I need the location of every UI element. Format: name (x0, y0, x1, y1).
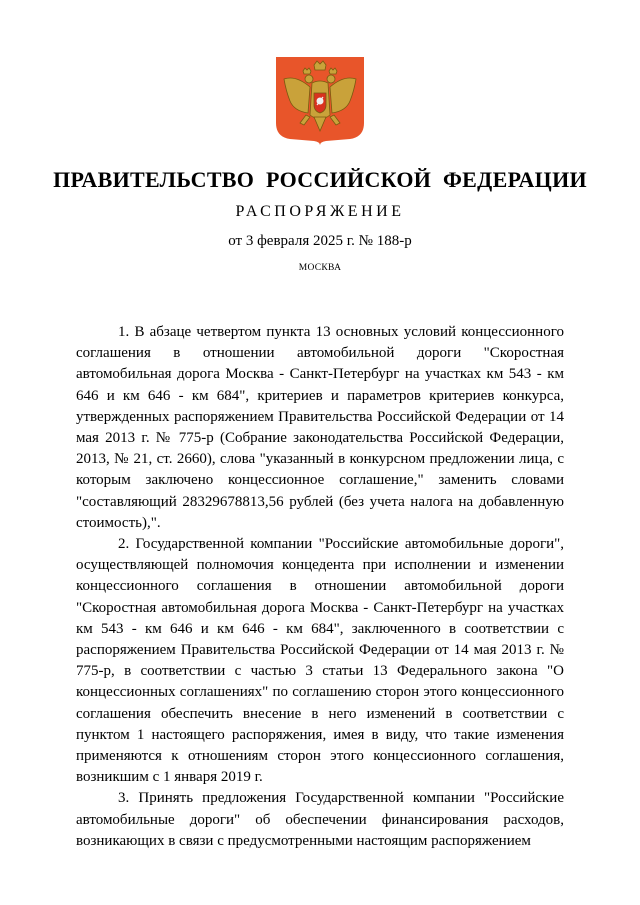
paragraph-2: 2. Государственной компании "Российские автомобильные дороги", осуществляющей полномочия концедента при исполнении и изменении концессионного соглашения в отношении автомобильной дороги "Скоростная автомобильная дорога Москва - Санкт-Петербург на участках км 543 - км 646 и км 646 - км 684", заключенного в соответствии с распоряжением Правительства Российской Федерации от 14 мая 2013 г. № 775-р, в соответствии с частью 3 статьи 13 Федерального закона "О концессионных соглашениях" по соглашению сторон этого концессионного соглашения обеспечить внесение в него изменений в соответствии с пунктом 1 настоящего распоряжения, имея в виду, что такие изменения применяются к отношениям сторон этого концессионного соглашения, возникшим с 1 января 2019 г. (76, 536, 564, 786)
document-city: МОСКВА (298, 263, 342, 273)
paragraph-1: 1. В абзаце четвертом пункта 13 основных условий концессионного соглашения в отношении автомобильной дороги "Скоростная автомобильная дорога Москва - Санкт-Петербург на участках км 543 - км 646 и км 646 - км 684", критериев и параметров критериев конкурса, утвержденных распоряжением Правительства Российской Федерации от 14 мая 2013 г. № 775-р (Собрание законодательства Российской Федерации, 2013, № 21, ст. 2660), слова "указанный в конкурсном предложении лица, с которым заключено концессионное соглашение," заменить словами "составляющий 28329678813,56 рублей (без учета налога на добавленную стоимость),". (76, 324, 564, 531)
document-type: РАСПОРЯЖЕНИЕ (235, 203, 405, 220)
document-date-number: от 3 февраля 2025 г. № 188-р (228, 233, 412, 249)
coat-of-arms-icon (276, 57, 364, 145)
paragraph-3: 3. Принять предложения Государственной компании "Российские автомобильные дороги" об обеспечении финансирования расходов, возникающих в связи с предусмотренными настоящим распоряжением (76, 790, 564, 849)
document-body (76, 322, 564, 852)
government-title: ПРАВИТЕЛЬСТВО РОССИЙСКОЙ ФЕДЕРАЦИИ (53, 167, 587, 192)
